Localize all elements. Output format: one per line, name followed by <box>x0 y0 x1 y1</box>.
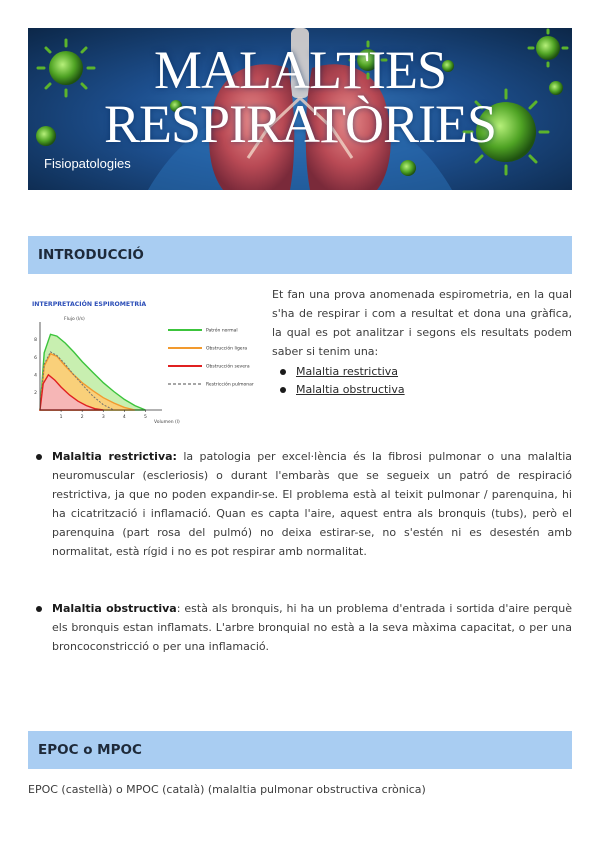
legend-label: Obstrucción severa <box>206 364 250 370</box>
section-header-introduccio: INTRODUCCIÓ <box>28 236 572 274</box>
banner-title-line2: RESPIRATÒRIES <box>103 94 497 154</box>
list-item <box>272 363 572 381</box>
y-axis-label: Flujo (l/s) <box>64 317 85 322</box>
intro-list <box>272 363 572 399</box>
legend-label: Patrón normal <box>206 328 238 334</box>
banner-title-line1: MALALTIES <box>153 40 446 100</box>
obstructiva-term: Malaltia obstructiva <box>52 602 177 615</box>
intro-text: Et fan una prova anomenada espirometria, en la qual s'ha de respirar i com a resultat et dona una gràfica, la qual es pot analitzar i segons els resultats podem saber si tenim una: <box>272 288 572 358</box>
section-header-epoc: EPOC o MPOC <box>28 731 572 769</box>
x-tick-label: 5 <box>144 415 147 420</box>
legend-label: Restricción pulmonar <box>206 382 254 388</box>
list-item <box>272 381 572 399</box>
y-tick-label: 6 <box>34 355 37 361</box>
restrictiva-definition <box>52 447 572 561</box>
spirometry-chart <box>28 296 260 428</box>
restrictiva-term: Malaltia restrictiva: <box>52 450 177 463</box>
restrictiva-text: la patologia per excel·lència és la fibrosi pulmonar o una malaltia neuromuscular (escleriosis) o durant l'embaràs que se segueix un patró de respiració restrictiva, ja que no poden expandir-se. El problema està al teixit pulmonar / parenquina, hi ha cicatrització i inflamació. Quan es capta l'aire, aquest entra als bronquis (tubs), però el parenquina (part rosa del pulmó) no deixa estirar-se, no s'estén ni es desestén amb normalitat, està rígid i no es pot respirar amb normalitat. <box>52 450 572 558</box>
link-malaltia-obstructiva[interactable]: Malaltia obstructiva <box>296 383 405 396</box>
bullet-icon <box>36 606 42 612</box>
header-banner <box>28 28 572 190</box>
bullet-icon <box>36 454 42 460</box>
link-malaltia-restrictiva[interactable]: Malaltia restrictiva <box>296 365 399 378</box>
legend-label: Obstrucción ligera <box>206 346 248 352</box>
x-axis-label: Volumen (l) <box>154 420 180 425</box>
intro-paragraph <box>272 285 572 399</box>
obstructiva-text: : està als bronquis, hi ha un problema d'entrada i sortida d'aire perquè els bronquis estan inflamats. L'arbre bronquial no està a la seva màxima capacitat, o per una broncoconstricció o per una inflamació. <box>52 602 573 653</box>
y-tick-label: 2 <box>34 391 37 396</box>
obstructiva-definition <box>52 599 572 656</box>
x-tick-label: 1 <box>59 415 63 420</box>
x-tick-label: 3 <box>101 415 105 420</box>
epoc-text: EPOC (castellà) o MPOC (català) (malaltia pulmonar obstructiva crònica) <box>28 783 426 796</box>
chart-title: INTERPRETACIÓN ESPIROMETRÍA <box>32 301 147 308</box>
y-tick-label: 4 <box>34 373 37 379</box>
bullet-icon <box>280 387 286 393</box>
x-tick-label: 4 <box>122 415 126 420</box>
banner-subtitle: Fisiopatologies <box>44 156 131 171</box>
x-tick-label: 2 <box>80 415 84 420</box>
y-tick-label: 8 <box>34 338 37 344</box>
bullet-icon <box>280 369 286 375</box>
